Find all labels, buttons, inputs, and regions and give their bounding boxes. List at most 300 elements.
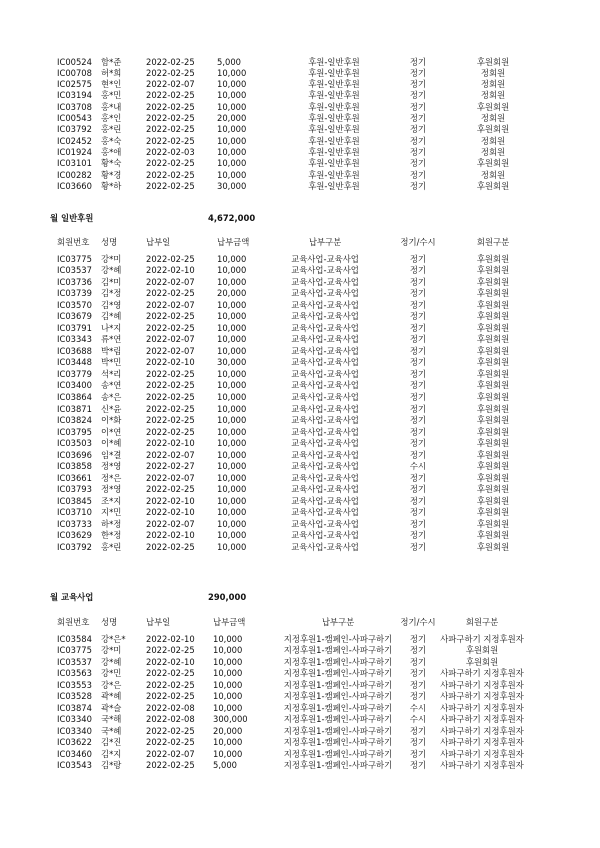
cell-name: 나*지 — [101, 322, 122, 333]
cell-regularity: 수시 — [409, 702, 427, 713]
cell-amount: 10,000 — [217, 484, 247, 495]
cell-pay-type: 지정후원1-캠페인-사파구하기 — [283, 679, 393, 690]
cell-member-id: IC03563 — [57, 668, 92, 679]
cell-name: 석*리 — [101, 368, 122, 379]
subtotal-label: 월 일반후원 — [50, 212, 94, 223]
cell-amount: 30,000 — [217, 357, 247, 368]
cell-amount: 10,000 — [217, 79, 247, 90]
cell-member-type: 후원회원 — [476, 495, 510, 506]
cell-pay-type: 지정후원1-캠페인-사파구하기 — [283, 748, 393, 759]
cell-amount: 10,000 — [217, 438, 247, 449]
cell-pay-type: 지정후원1-캠페인-사파구하기 — [283, 702, 393, 713]
cell-member-id: IC00708 — [57, 67, 92, 78]
cell-pay-date: 2022-02-25 — [146, 679, 195, 690]
cell-name: 황*경 — [101, 169, 122, 180]
cell-pay-type: 교육사업-교육사업 — [291, 299, 359, 310]
cell-pay-date: 2022-02-25 — [146, 668, 195, 679]
cell-pay-type: 후원-일반후원 — [308, 181, 360, 192]
header-name: 성명 — [101, 237, 118, 247]
cell-member-type: 후원회원 — [476, 461, 510, 472]
cell-pay-date: 2022-02-25 — [146, 725, 195, 736]
cell-member-type: 후원회원 — [476, 101, 510, 112]
cell-member-id: IC03708 — [57, 101, 92, 112]
cell-amount: 300,000 — [213, 714, 248, 725]
subtotal-label: 월 교육사업 — [50, 591, 94, 602]
cell-regularity: 정기 — [409, 426, 427, 437]
cell-amount: 10,000 — [217, 90, 247, 101]
cell-regularity: 정기 — [409, 507, 427, 518]
cell-pay-date: 2022-02-07 — [146, 79, 195, 90]
cell-member-id: IC03871 — [57, 403, 92, 414]
cell-member-type: 정회원 — [480, 113, 506, 124]
cell-amount: 10,000 — [217, 380, 247, 391]
cell-name: 박*민 — [101, 357, 122, 368]
cell-name: 강*은 — [101, 679, 122, 690]
cell-pay-date: 2022-02-25 — [146, 380, 195, 391]
cell-name: 국*해 — [101, 714, 122, 725]
cell-member-type: 후원회원 — [465, 645, 499, 656]
cell-name: 이*혜 — [101, 438, 122, 449]
cell-pay-date: 2022-02-25 — [146, 181, 195, 192]
cell-amount: 30,000 — [217, 181, 247, 192]
cell-pay-type: 후원-일반후원 — [308, 67, 360, 78]
cell-pay-date: 2022-02-25 — [146, 101, 195, 112]
cell-amount: 10,000 — [217, 67, 247, 78]
cell-member-id: IC03629 — [57, 530, 92, 541]
cell-pay-type: 교육사업-교육사업 — [291, 415, 359, 426]
cell-member-id: IC03460 — [57, 748, 92, 759]
cell-amount: 5,000 — [213, 760, 237, 771]
cell-pay-type: 후원-일반후원 — [308, 158, 360, 169]
cell-pay-type: 후원-일반후원 — [308, 135, 360, 146]
cell-pay-date: 2022-02-25 — [146, 415, 195, 426]
cell-member-id: IC00282 — [57, 169, 92, 180]
cell-name: 하*정 — [101, 518, 122, 529]
cell-pay-date: 2022-02-10 — [146, 495, 195, 506]
cell-pay-type: 지정후원1-캠페인-사파구하기 — [283, 725, 393, 736]
cell-regularity: 정기 — [409, 56, 427, 67]
header-member-id: 회원번호 — [57, 617, 90, 627]
cell-amount: 10,000 — [213, 633, 243, 644]
cell-pay-date: 2022-02-25 — [146, 645, 195, 656]
cell-pay-date: 2022-02-10 — [146, 633, 195, 644]
cell-regularity: 정기 — [409, 79, 427, 90]
cell-member-type: 후원회원 — [465, 656, 499, 667]
cell-pay-type: 교육사업-교육사업 — [291, 518, 359, 529]
cell-amount: 10,000 — [217, 495, 247, 506]
cell-amount: 10,000 — [213, 702, 243, 713]
cell-member-id: IC03775 — [57, 645, 92, 656]
cell-member-id: IC03858 — [57, 461, 92, 472]
cell-member-type: 후원회원 — [476, 276, 510, 287]
cell-member-type: 후원회원 — [476, 449, 510, 460]
cell-member-id: IC03874 — [57, 702, 92, 713]
cell-member-type: 정회원 — [480, 90, 506, 101]
cell-regularity: 수시 — [409, 714, 427, 725]
cell-amount: 10,000 — [217, 403, 247, 414]
cell-pay-type: 지정후원1-캠페인-사파구하기 — [283, 668, 393, 679]
cell-member-id: IC03448 — [57, 357, 92, 368]
cell-amount: 10,000 — [217, 265, 247, 276]
cell-regularity: 정기 — [409, 181, 427, 192]
cell-member-id: IC03793 — [57, 484, 92, 495]
cell-regularity: 정기 — [409, 472, 427, 483]
subtotal-amount: 290,000 — [208, 591, 247, 602]
cell-name: 홍*인 — [101, 113, 122, 124]
cell-pay-type: 지정후원1-캠페인-사파구하기 — [283, 737, 393, 748]
cell-regularity: 정기 — [409, 265, 427, 276]
cell-pay-date: 2022-02-25 — [146, 737, 195, 748]
cell-amount: 10,000 — [213, 691, 243, 702]
cell-pay-date: 2022-02-10 — [146, 656, 195, 667]
cell-amount: 5,000 — [217, 56, 241, 67]
cell-pay-date: 2022-02-25 — [146, 158, 195, 169]
cell-regularity: 정기 — [409, 679, 427, 690]
cell-member-type: 후원회원 — [476, 530, 510, 541]
cell-pay-date: 2022-02-25 — [146, 124, 195, 135]
cell-regularity: 정기 — [409, 322, 427, 333]
cell-pay-date: 2022-02-25 — [146, 322, 195, 333]
cell-member-id: IC00543 — [57, 113, 92, 124]
cell-pay-type: 교육사업-교육사업 — [291, 322, 359, 333]
cell-regularity: 정기 — [409, 345, 427, 356]
cell-amount: 10,000 — [217, 311, 247, 322]
cell-member-id: IC03795 — [57, 426, 92, 437]
cell-regularity: 정기 — [409, 691, 427, 702]
cell-pay-type: 후원-일반후원 — [308, 147, 360, 158]
cell-member-id: IC03791 — [57, 322, 92, 333]
cell-pay-type: 교육사업-교육사업 — [291, 542, 359, 552]
cell-pay-date: 2022-02-25 — [146, 368, 195, 379]
cell-pay-date: 2022-02-07 — [146, 345, 195, 356]
cell-member-id: IC03553 — [57, 679, 92, 690]
cell-member-type: 후원회원 — [476, 426, 510, 437]
cell-regularity: 정기 — [409, 124, 427, 135]
cell-member-type: 후원회원 — [476, 484, 510, 495]
cell-member-type: 사파구하기 지정후원자 — [440, 679, 524, 690]
cell-amount: 10,000 — [213, 679, 243, 690]
cell-member-type: 정회원 — [480, 147, 506, 158]
cell-pay-type: 교육사업-교육사업 — [291, 334, 359, 345]
header-pay-type: 납부구분 — [308, 237, 342, 247]
cell-amount: 10,000 — [217, 449, 247, 460]
cell-name: 황*하 — [101, 181, 122, 192]
cell-name: 강*혜 — [101, 265, 122, 276]
header-regularity: 정기/수시 — [400, 617, 436, 627]
cell-name: 곽*혜 — [101, 691, 122, 702]
cell-pay-date: 2022-02-25 — [146, 391, 195, 402]
cell-amount: 10,000 — [217, 518, 247, 529]
cell-pay-type: 교육사업-교육사업 — [291, 530, 359, 541]
cell-pay-type: 후원-일반후원 — [308, 169, 360, 180]
cell-member-id: IC03739 — [57, 288, 92, 299]
cell-regularity: 정기 — [409, 449, 427, 460]
cell-amount: 10,000 — [217, 124, 247, 135]
cell-regularity: 정기 — [409, 415, 427, 426]
cell-regularity: 정기 — [409, 656, 427, 667]
cell-member-type: 사파구하기 지정후원자 — [440, 633, 524, 644]
cell-member-type: 후원회원 — [476, 181, 510, 192]
cell-member-type: 사파구하기 지정후원자 — [440, 760, 524, 771]
subtotal-amount: 4,672,000 — [208, 212, 256, 223]
cell-member-type: 정회원 — [480, 79, 506, 90]
cell-name: 김*미 — [101, 276, 122, 287]
cell-name: 강*혜 — [101, 656, 122, 667]
cell-amount: 10,000 — [213, 656, 243, 667]
cell-member-id: IC03792 — [57, 124, 92, 135]
cell-member-id: IC03845 — [57, 495, 92, 506]
cell-amount: 10,000 — [217, 391, 247, 402]
cell-member-type: 후원회원 — [476, 391, 510, 402]
cell-name: 김*랑 — [101, 760, 122, 771]
cell-member-type: 후원회원 — [476, 415, 510, 426]
cell-regularity: 정기 — [409, 484, 427, 495]
cell-name: 김*정 — [101, 288, 122, 299]
cell-regularity: 정기 — [409, 391, 427, 402]
cell-member-id: IC03528 — [57, 691, 92, 702]
cell-amount: 10,000 — [217, 426, 247, 437]
cell-member-id: IC03537 — [57, 265, 92, 276]
cell-amount: 10,000 — [217, 169, 247, 180]
cell-name: 정*영 — [101, 461, 122, 472]
cell-member-type: 후원회원 — [476, 472, 510, 483]
cell-regularity: 정기 — [409, 147, 427, 158]
cell-member-id: IC03400 — [57, 380, 92, 391]
cell-regularity: 정기 — [409, 403, 427, 414]
cell-pay-date: 2022-02-07 — [146, 472, 195, 483]
cell-amount: 10,000 — [213, 645, 243, 656]
cell-name: 함*준 — [101, 56, 122, 67]
cell-name: 임*결 — [101, 449, 122, 460]
cell-regularity: 정기 — [409, 276, 427, 287]
cell-regularity: 정기 — [409, 253, 427, 264]
cell-pay-date: 2022-02-08 — [146, 702, 195, 713]
cell-pay-date: 2022-02-08 — [146, 714, 195, 725]
cell-amount: 20,000 — [217, 113, 247, 124]
cell-regularity: 정기 — [409, 760, 427, 771]
cell-member-id: IC03101 — [57, 158, 92, 169]
cell-pay-date: 2022-02-07 — [146, 748, 195, 759]
cell-name: 홍*애 — [101, 147, 122, 158]
cell-amount: 10,000 — [217, 461, 247, 472]
cell-name: 홍*숙 — [101, 135, 122, 146]
cell-amount: 10,000 — [217, 101, 247, 112]
cell-amount: 10,000 — [217, 507, 247, 518]
cell-member-id: IC03194 — [57, 90, 92, 101]
cell-pay-type: 교육사업-교육사업 — [291, 403, 359, 414]
cell-pay-date: 2022-02-25 — [146, 169, 195, 180]
cell-member-type: 후원회원 — [476, 334, 510, 345]
cell-member-type: 후원회원 — [476, 507, 510, 518]
cell-pay-type: 지정후원1-캠페인-사파구하기 — [283, 714, 393, 725]
cell-amount: 10,000 — [217, 334, 247, 345]
cell-pay-type: 지정후원1-캠페인-사파구하기 — [283, 691, 393, 702]
cell-pay-date: 2022-02-10 — [146, 507, 195, 518]
cell-regularity: 정기 — [409, 334, 427, 345]
cell-name: 강*미 — [101, 645, 122, 656]
cell-regularity: 정기 — [409, 737, 427, 748]
cell-member-type: 정회원 — [480, 135, 506, 146]
cell-amount: 10,000 — [217, 345, 247, 356]
header-amount: 납부금액 — [213, 617, 246, 627]
cell-member-type: 후원회원 — [476, 253, 510, 264]
cell-pay-type: 후원-일반후원 — [308, 56, 360, 67]
cell-member-type: 후원회원 — [476, 322, 510, 333]
cell-member-id: IC03688 — [57, 345, 92, 356]
cell-name: 국*혜 — [101, 725, 122, 736]
cell-amount: 10,000 — [217, 322, 247, 333]
cell-member-id: IC03696 — [57, 449, 92, 460]
cell-pay-type: 교육사업-교육사업 — [291, 461, 359, 472]
cell-amount: 10,000 — [217, 276, 247, 287]
cell-member-id: IC03340 — [57, 725, 92, 736]
header-member-id: 회원번호 — [57, 237, 90, 247]
cell-member-id: IC03343 — [57, 334, 92, 345]
cell-member-id: IC03775 — [57, 253, 92, 264]
header-name: 성명 — [101, 617, 118, 627]
cell-pay-date: 2022-02-07 — [146, 334, 195, 345]
cell-pay-type: 지정후원1-캠페인-사파구하기 — [283, 760, 393, 771]
cell-regularity: 정기 — [409, 311, 427, 322]
cell-pay-date: 2022-02-25 — [146, 67, 195, 78]
cell-pay-type: 교육사업-교육사업 — [291, 253, 359, 264]
cell-pay-type: 후원-일반후원 — [308, 124, 360, 135]
cell-regularity: 정기 — [409, 357, 427, 368]
cell-pay-date: 2022-02-25 — [146, 253, 195, 264]
cell-name: 김*진 — [101, 737, 122, 748]
cell-member-type: 후원회원 — [476, 265, 510, 276]
cell-pay-type: 후원-일반후원 — [308, 101, 360, 112]
cell-pay-type: 교육사업-교육사업 — [291, 276, 359, 287]
cell-pay-type: 교육사업-교육사업 — [291, 311, 359, 322]
cell-pay-date: 2022-02-10 — [146, 357, 195, 368]
cell-name: 김*영 — [101, 299, 122, 310]
cell-regularity: 정기 — [409, 101, 427, 112]
cell-pay-date: 2022-02-25 — [146, 56, 195, 67]
cell-amount: 10,000 — [213, 737, 243, 748]
cell-regularity: 정기 — [409, 495, 427, 506]
cell-pay-type: 교육사업-교육사업 — [291, 426, 359, 437]
cell-name: 곽*슬 — [101, 702, 122, 713]
cell-name: 지*민 — [101, 507, 122, 518]
cell-name: 강*미 — [101, 253, 122, 264]
header-member-type: 회원구분 — [476, 237, 510, 247]
cell-member-id: IC02452 — [57, 135, 92, 146]
cell-member-type: 후원회원 — [476, 368, 510, 379]
header-pay-date: 납부일 — [146, 237, 171, 247]
cell-name: 황*숙 — [101, 158, 122, 169]
cell-pay-type: 교육사업-교육사업 — [291, 380, 359, 391]
cell-regularity: 정기 — [409, 135, 427, 146]
cell-member-type: 후원회원 — [476, 56, 510, 67]
cell-member-type: 사파구하기 지정후원자 — [440, 748, 524, 759]
cell-amount: 10,000 — [217, 253, 247, 264]
cell-member-type: 사파구하기 지정후원자 — [440, 691, 524, 702]
cell-name: 허*희 — [101, 67, 122, 78]
cell-regularity: 정기 — [409, 158, 427, 169]
cell-pay-date: 2022-02-25 — [146, 135, 195, 146]
cell-name: 강*민 — [101, 668, 122, 679]
cell-regularity: 정기 — [409, 169, 427, 180]
cell-name: 김*혜 — [101, 311, 122, 322]
cell-pay-date: 2022-02-25 — [146, 426, 195, 437]
cell-pay-type: 교육사업-교육사업 — [291, 495, 359, 506]
cell-regularity: 정기 — [409, 113, 427, 124]
cell-pay-date: 2022-02-07 — [146, 276, 195, 287]
cell-regularity: 정기 — [409, 368, 427, 379]
cell-amount: 10,000 — [217, 135, 247, 146]
cell-pay-type: 교육사업-교육사업 — [291, 288, 359, 299]
cell-member-id: IC03779 — [57, 368, 92, 379]
cell-regularity: 정기 — [409, 668, 427, 679]
cell-regularity: 정기 — [409, 518, 427, 529]
cell-pay-date: 2022-02-27 — [146, 461, 195, 472]
cell-name: 한*정 — [101, 530, 122, 541]
cell-name: 김*지 — [101, 748, 122, 759]
cell-amount: 10,000 — [217, 158, 247, 169]
cell-member-type: 후원회원 — [476, 158, 510, 169]
cell-amount: 10,000 — [213, 748, 243, 759]
cell-regularity: 정기 — [409, 90, 427, 101]
cell-member-id: IC03340 — [57, 714, 92, 725]
cell-member-id: IC03792 — [57, 542, 92, 552]
cell-member-id: IC02575 — [57, 79, 92, 90]
cell-member-id: IC03736 — [57, 276, 92, 287]
cell-member-id: IC03584 — [57, 633, 92, 644]
cell-name: 류*연 — [101, 334, 122, 345]
cell-member-type: 사파구하기 지정후원자 — [440, 725, 524, 736]
cell-member-id: IC03710 — [57, 507, 92, 518]
cell-amount: 20,000 — [217, 288, 247, 299]
cell-regularity: 정기 — [409, 542, 427, 552]
cell-pay-date: 2022-02-25 — [146, 484, 195, 495]
cell-member-type: 사파구하기 지정후원자 — [440, 737, 524, 748]
cell-pay-type: 교육사업-교육사업 — [291, 484, 359, 495]
cell-member-type: 후원회원 — [476, 357, 510, 368]
cell-name: 이*연 — [101, 426, 122, 437]
cell-name: 신*윤 — [101, 403, 122, 414]
cell-member-id: IC00524 — [57, 56, 92, 67]
cell-member-type: 후원회원 — [476, 518, 510, 529]
cell-amount: 10,000 — [217, 472, 247, 483]
header-pay-date: 납부일 — [146, 617, 171, 627]
cell-regularity: 정기 — [409, 725, 427, 736]
cell-member-type: 정회원 — [480, 67, 506, 78]
cell-member-type: 후원회원 — [476, 380, 510, 391]
cell-regularity: 정기 — [409, 288, 427, 299]
cell-member-id: IC03503 — [57, 438, 92, 449]
cell-member-id: IC03543 — [57, 760, 92, 771]
cell-pay-date: 2022-02-07 — [146, 449, 195, 460]
cell-name: 송*은 — [101, 391, 122, 402]
cell-pay-type: 교육사업-교육사업 — [291, 449, 359, 460]
cell-pay-date: 2022-02-07 — [146, 299, 195, 310]
cell-pay-type: 교육사업-교육사업 — [291, 265, 359, 276]
cell-member-type: 후원회원 — [476, 542, 510, 552]
cell-member-id: IC03537 — [57, 656, 92, 667]
header-member-type: 회원구분 — [465, 617, 499, 627]
cell-pay-date: 2022-02-10 — [146, 438, 195, 449]
cell-pay-type: 후원-일반후원 — [308, 79, 360, 90]
cell-pay-type: 지정후원1-캠페인-사파구하기 — [283, 645, 393, 656]
cell-amount: 10,000 — [217, 415, 247, 426]
cell-member-id: IC01924 — [57, 147, 92, 158]
cell-pay-type: 교육사업-교육사업 — [291, 472, 359, 483]
cell-regularity: 정기 — [409, 748, 427, 759]
cell-regularity: 정기 — [409, 380, 427, 391]
header-amount: 납부금액 — [217, 237, 250, 247]
cell-regularity: 정기 — [409, 633, 427, 644]
